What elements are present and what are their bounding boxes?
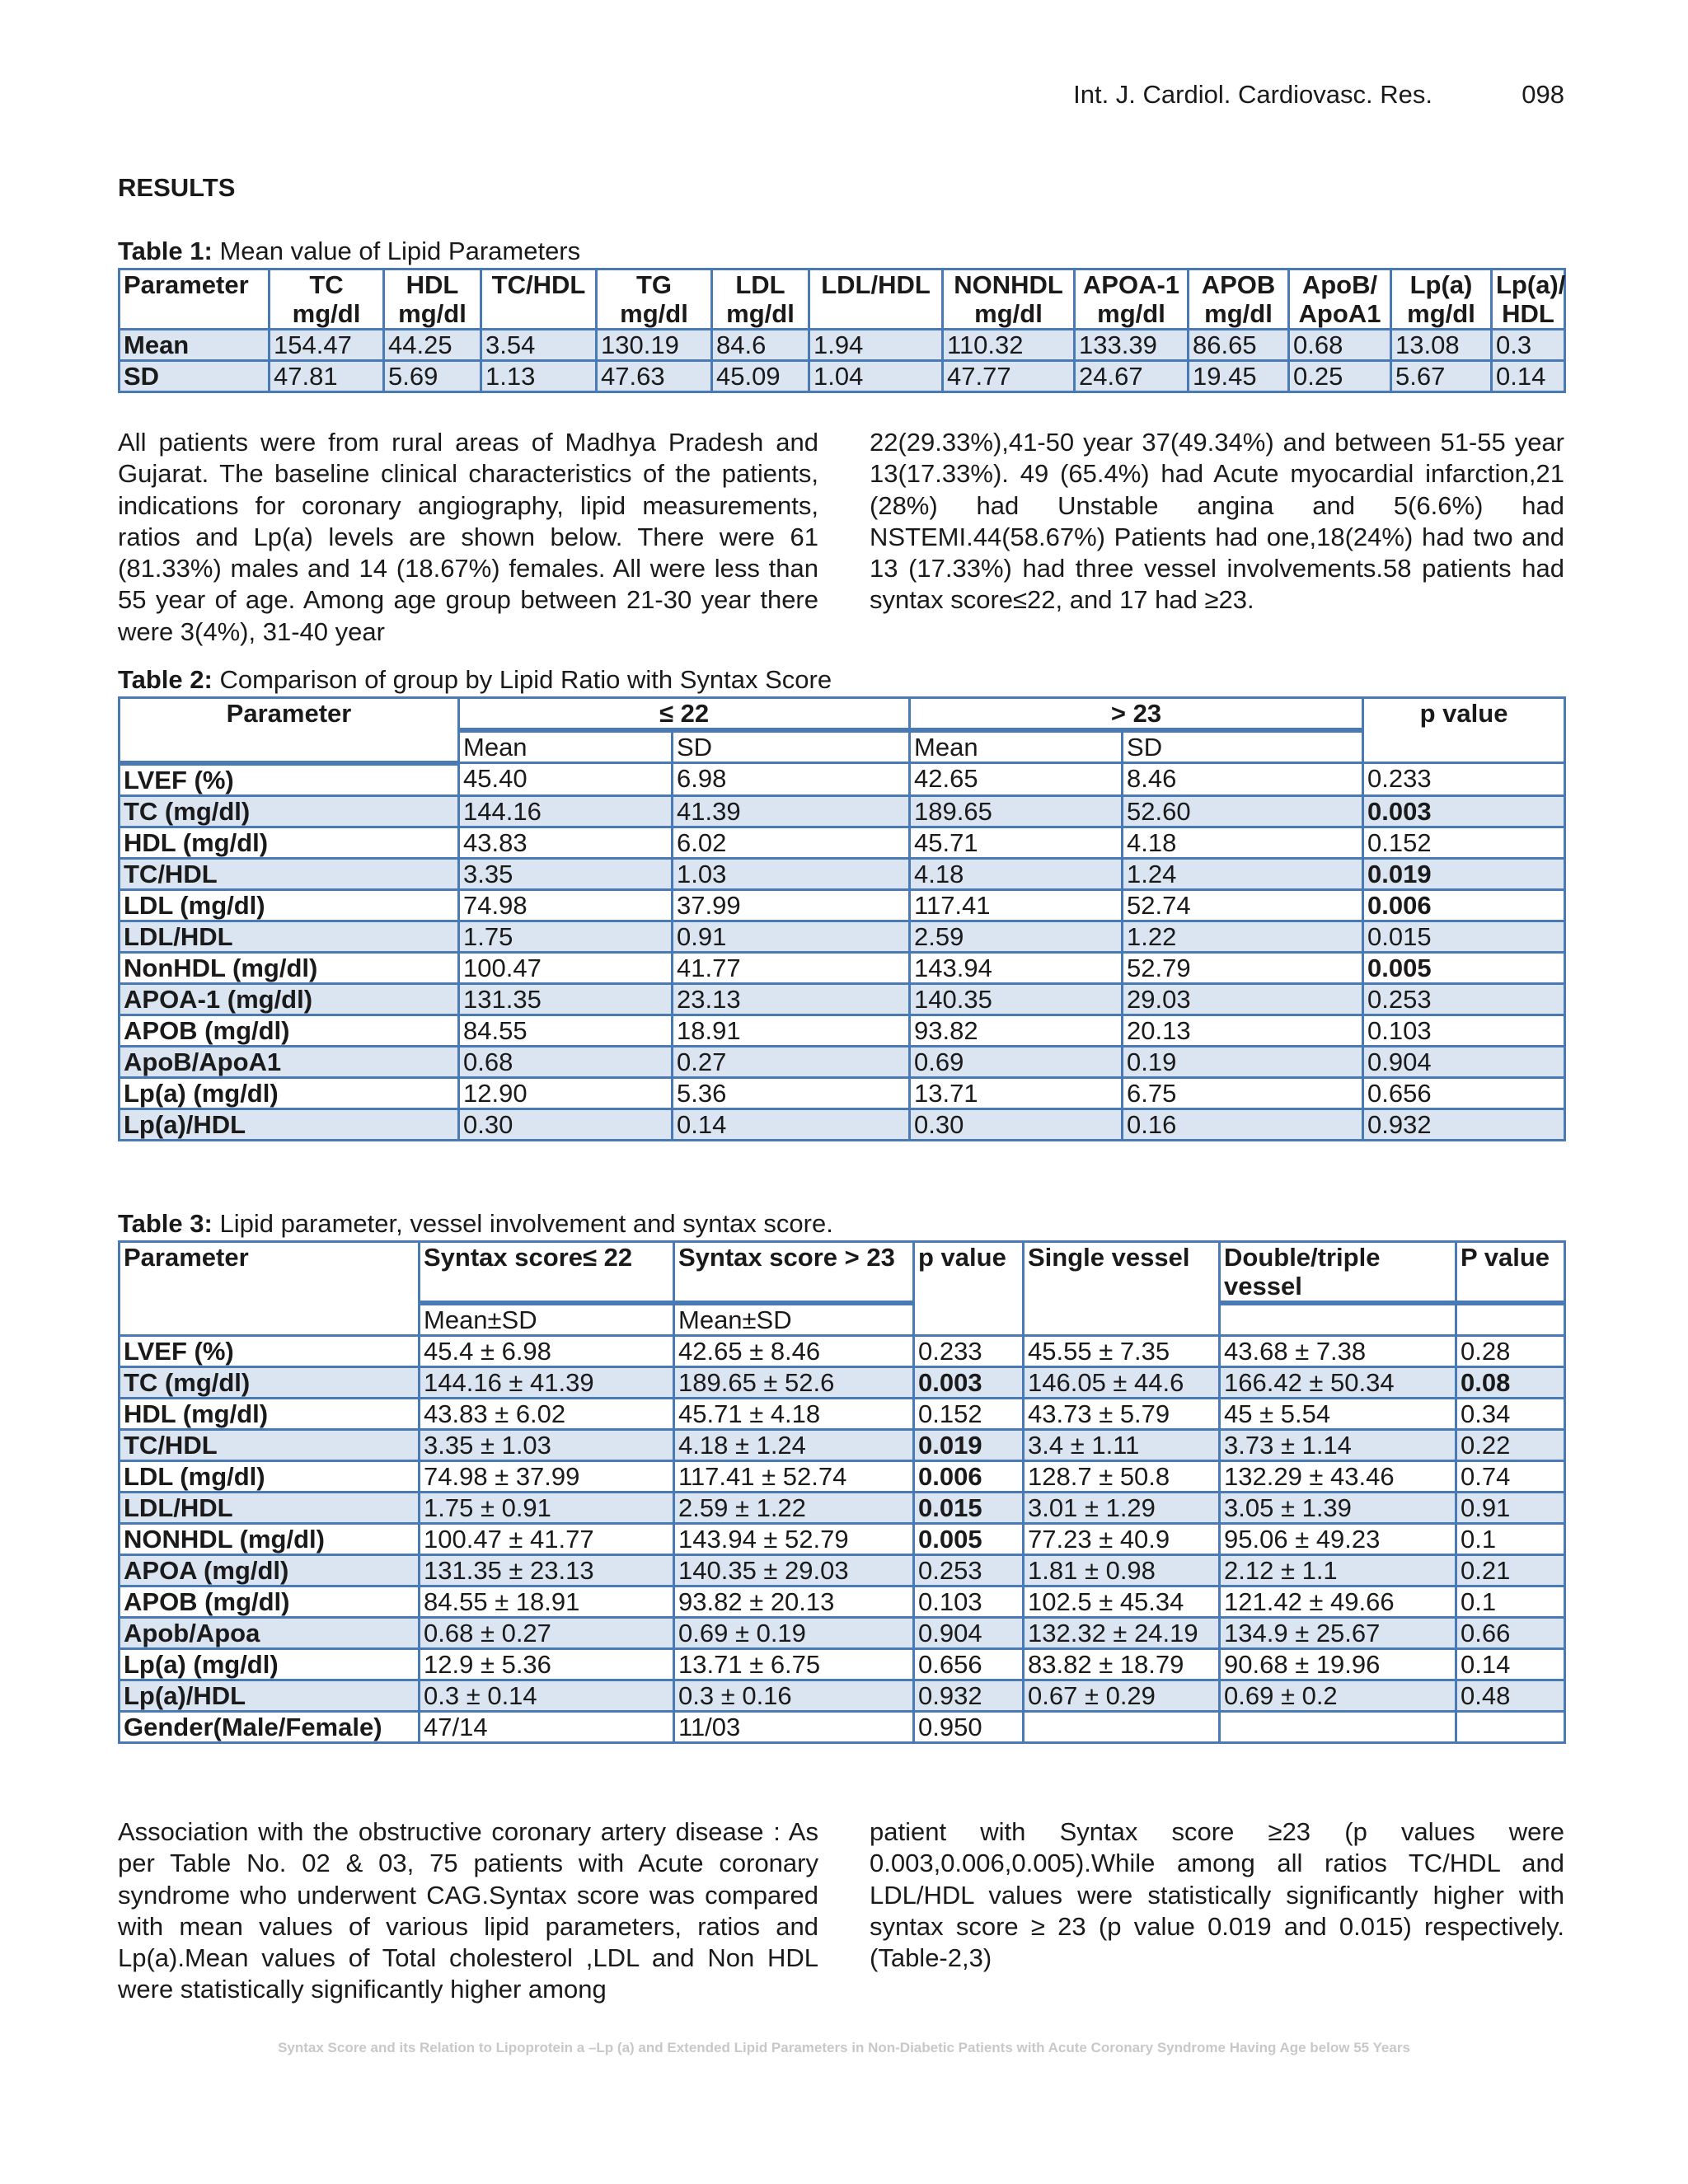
table-cell: 83.82 ± 18.79 — [1024, 1649, 1220, 1680]
table-cell: 110.32 — [943, 330, 1075, 361]
table1-header-cell: NONHDL mg/dl — [943, 269, 1075, 330]
table3-header-pvalue1: p value — [914, 1242, 1024, 1336]
running-footer: Syntax Score and its Relation to Lipoprotein a –Lp (a) and Extended Lipid Parameters in Non-Diabetic Patients with Acute Coronary Syndrome Having Age below 55 Years — [278, 2040, 1410, 2055]
table2-header-parameter: Parameter — [120, 698, 459, 763]
table-cell: 41.77 — [673, 952, 910, 983]
table-cell: 84.55 ± 18.91 — [420, 1586, 674, 1618]
table-cell: 0.253 — [914, 1555, 1024, 1586]
table-cell: 42.65 — [910, 763, 1123, 796]
table-cell: 0.68 — [459, 1046, 673, 1077]
table-cell: 166.42 ± 50.34 — [1220, 1367, 1456, 1399]
table1-caption — [118, 237, 580, 266]
table-cell: 144.16 — [459, 795, 673, 827]
table-cell: 189.65 — [910, 795, 1123, 827]
table-cell: 93.82 — [910, 1015, 1123, 1046]
table2-header-pvalue: p value — [1363, 698, 1565, 763]
table1-header-cell: LDL mg/dl — [712, 269, 809, 330]
table-cell: 1.22 — [1123, 921, 1363, 952]
table-cell: 154.47 — [270, 330, 384, 361]
table-row — [120, 983, 1565, 1015]
table-cell: 77.23 ± 40.9 — [1024, 1524, 1220, 1555]
table-cell: 45.40 — [459, 763, 673, 796]
table1-header-cell: TC/HDL — [481, 269, 597, 330]
table-row — [120, 1015, 1565, 1046]
table-cell: 0.3 ± 0.14 — [420, 1680, 674, 1712]
row-label: Apob/Apoa — [120, 1618, 420, 1649]
table-cell: 100.47 ± 41.77 — [420, 1524, 674, 1555]
row-label: TC (mg/dl) — [120, 795, 459, 827]
table-cell: 47/14 — [420, 1712, 674, 1743]
row-label: Gender(Male/Female) — [120, 1712, 420, 1743]
table-cell: 86.65 — [1189, 330, 1289, 361]
table-cell: 20.13 — [1123, 1015, 1363, 1046]
table1-header-cell: HDL mg/dl — [384, 269, 481, 330]
table-cell: 130.19 — [597, 330, 712, 361]
table-cell: 0.005 — [914, 1524, 1024, 1555]
table-row — [120, 795, 1565, 827]
table-cell: 0.3 — [1492, 330, 1565, 361]
table-cell: 8.46 — [1123, 763, 1363, 796]
row-label: Mean — [120, 330, 270, 361]
table-row — [120, 361, 1565, 392]
table-cell: 0.67 ± 0.29 — [1024, 1680, 1220, 1712]
table-cell: 117.41 ± 52.74 — [674, 1461, 914, 1493]
table-cell: 146.05 ± 44.6 — [1024, 1367, 1220, 1399]
table2-header-group1: ≤ 22 — [459, 698, 910, 731]
table1-header-cell: ApoB/ ApoA1 — [1289, 269, 1391, 330]
table-cell: 0.69 ± 0.19 — [674, 1618, 914, 1649]
table-cell: 0.48 — [1456, 1680, 1565, 1712]
table-cell: 131.35 — [459, 983, 673, 1015]
table-cell: 102.5 ± 45.34 — [1024, 1586, 1220, 1618]
table-cell: 0.19 — [1123, 1046, 1363, 1077]
table-row — [120, 889, 1565, 921]
table-cell: 19.45 — [1189, 361, 1289, 392]
table-cell: 0.932 — [1363, 1108, 1565, 1140]
table-cell: 3.4 ± 1.11 — [1024, 1430, 1220, 1461]
table-cell: 47.81 — [270, 361, 384, 392]
row-label: Lp(a)/HDL — [120, 1108, 459, 1140]
table-cell: 132.32 ± 24.19 — [1024, 1618, 1220, 1649]
table-cell: 84.6 — [712, 330, 809, 361]
table-cell: 4.18 ± 1.24 — [674, 1430, 914, 1461]
table-cell: 37.99 — [673, 889, 910, 921]
table-cell — [1220, 1712, 1456, 1743]
table1-header-cell: TC mg/dl — [270, 269, 384, 330]
table2-caption-text: Comparison of group by Lipid Ratio with Syntax Score — [212, 665, 832, 694]
table-cell: 0.16 — [1123, 1108, 1363, 1140]
table-cell: 0.1 — [1456, 1586, 1565, 1618]
table-cell: 45.71 ± 4.18 — [674, 1399, 914, 1430]
row-label: APOB (mg/dl) — [120, 1015, 459, 1046]
table-cell: 0.30 — [459, 1108, 673, 1140]
table-row — [120, 763, 1565, 796]
table-cell: 3.54 — [481, 330, 597, 361]
table-cell: 0.66 — [1456, 1618, 1565, 1649]
table-cell: 0.656 — [1363, 1077, 1565, 1108]
table1 — [118, 268, 1566, 393]
table2-header-mean1: Mean — [459, 730, 673, 763]
table-cell: 45.55 ± 7.35 — [1024, 1336, 1220, 1367]
table-cell: 74.98 ± 37.99 — [420, 1461, 674, 1493]
table-cell: 0.14 — [1492, 361, 1565, 392]
table-cell: 0.1 — [1456, 1524, 1565, 1555]
table3-header-syntax1: Syntax score≤ 22 — [420, 1242, 674, 1304]
row-label: LVEF (%) — [120, 763, 459, 796]
table-row — [120, 1077, 1565, 1108]
table-cell: 5.67 — [1391, 361, 1492, 392]
table2-header-sd1: SD — [673, 730, 910, 763]
table1-header-cell: TG mg/dl — [597, 269, 712, 330]
table-cell: 6.75 — [1123, 1077, 1363, 1108]
table-row — [120, 1649, 1565, 1680]
table-cell: 0.233 — [914, 1336, 1024, 1367]
table-cell: 0.253 — [1363, 983, 1565, 1015]
table-cell: 45.4 ± 6.98 — [420, 1336, 674, 1367]
table-cell: 0.152 — [1363, 827, 1565, 858]
table2-caption-label: Table 2: — [118, 665, 213, 694]
table-row — [120, 1461, 1565, 1493]
table-cell: 93.82 ± 20.13 — [674, 1586, 914, 1618]
table3 — [118, 1240, 1566, 1744]
table-cell: 0.21 — [1456, 1555, 1565, 1586]
table-cell: 0.22 — [1456, 1430, 1565, 1461]
table3-header-double: Double/triple vessel — [1220, 1242, 1456, 1304]
table-cell: 1.75 ± 0.91 — [420, 1493, 674, 1524]
row-label: LDL/HDL — [120, 1493, 420, 1524]
table-cell: 0.28 — [1456, 1336, 1565, 1367]
para1-left-text: All patients were from rural areas of Madhya Pradesh and Gujarat. The baseline clinical characteristics of the patients, indications for coronary angiography, lipid measurements, ratios and Lp(a) levels are shown below. There were 61 (81.33%) males and 14 (18.67%) females. All were less than 55 year of age. Among age group between 21-30 year there were 3(4%), 31-40 year — [118, 428, 818, 646]
table-cell: 3.01 ± 1.29 — [1024, 1493, 1220, 1524]
table-cell: 23.13 — [673, 983, 910, 1015]
para1-right — [870, 427, 1564, 616]
table-cell: 41.39 — [673, 795, 910, 827]
table-cell: 0.27 — [673, 1046, 910, 1077]
row-label: TC/HDL — [120, 858, 459, 889]
table-cell: 43.83 — [459, 827, 673, 858]
table3-header-syntax2: Syntax score > 23 — [674, 1242, 914, 1304]
table-cell: 0.904 — [914, 1618, 1024, 1649]
table2-caption — [118, 665, 832, 695]
table-cell: 131.35 ± 23.13 — [420, 1555, 674, 1586]
table-row — [120, 1555, 1565, 1586]
table-cell: 0.152 — [914, 1399, 1024, 1430]
table-cell: 43.68 ± 7.38 — [1220, 1336, 1456, 1367]
table-row — [120, 1680, 1565, 1712]
table-cell: 0.34 — [1456, 1399, 1565, 1430]
table1-header-cell: LDL/HDL — [809, 269, 943, 330]
table-cell: 0.08 — [1456, 1367, 1565, 1399]
table-cell: 133.39 — [1075, 330, 1189, 361]
table-cell: 45 ± 5.54 — [1220, 1399, 1456, 1430]
table-row — [120, 330, 1565, 361]
table3-header-blank2 — [1456, 1303, 1565, 1336]
table-row — [120, 1618, 1565, 1649]
table-cell: 74.98 — [459, 889, 673, 921]
table-cell: 117.41 — [910, 889, 1123, 921]
para2-right-text: patient with Syntax score ≥23 (p values were 0.003,0.006,0.005).While among all ratios TC/HDL and LDL/HDL values were statistically significantly higher with syntax score ≥ 23 (p value 0.019 and 0.015) respectively. (Table-2,3) — [870, 1817, 1564, 1973]
table-cell: 0.003 — [914, 1367, 1024, 1399]
table-cell: 95.06 ± 49.23 — [1220, 1524, 1456, 1555]
table-cell: 0.003 — [1363, 795, 1565, 827]
table-row — [120, 827, 1565, 858]
table-cell: 29.03 — [1123, 983, 1363, 1015]
table-cell: 4.18 — [1123, 827, 1363, 858]
table-cell: 1.75 — [459, 921, 673, 952]
table1-caption-text: Mean value of Lipid Parameters — [212, 237, 581, 265]
table2-header-group2: > 23 — [910, 698, 1363, 731]
table3-header-meansd2: Mean±SD — [674, 1303, 914, 1336]
table-cell: 0.656 — [914, 1649, 1024, 1680]
table-row — [120, 1524, 1565, 1555]
table-cell: 100.47 — [459, 952, 673, 983]
table-cell: 0.019 — [1363, 858, 1565, 889]
para2-left-text: Association with the obstructive coronary artery disease : As per Table No. 02 & 03, 75 patients with Acute coronary syndrome who underwent CAG.Syntax score was compared with mean values of various lipid parameters, ratios and Lp(a).Mean values of Total cholesterol ,LDL and Non HDL were statistically significantly higher among — [118, 1817, 818, 2004]
table-cell: 132.29 ± 43.46 — [1220, 1461, 1456, 1493]
table2-header-mean2: Mean — [910, 730, 1123, 763]
table-cell: 144.16 ± 41.39 — [420, 1367, 674, 1399]
table1-header-cell: Lp(a)/ HDL — [1492, 269, 1565, 330]
table-cell: 24.67 — [1075, 361, 1189, 392]
table-cell: 1.81 ± 0.98 — [1024, 1555, 1220, 1586]
table-cell: 0.006 — [914, 1461, 1024, 1493]
table-cell: 0.233 — [1363, 763, 1565, 796]
table-cell: 0.68 ± 0.27 — [420, 1618, 674, 1649]
table-cell: 0.25 — [1289, 361, 1391, 392]
row-label: TC/HDL — [120, 1430, 420, 1461]
table-cell — [1024, 1712, 1220, 1743]
table-cell: 43.73 ± 5.79 — [1024, 1399, 1220, 1430]
table-row — [120, 952, 1565, 983]
row-label: LDL/HDL — [120, 921, 459, 952]
table-cell: 121.42 ± 49.66 — [1220, 1586, 1456, 1618]
table-cell: 1.04 — [809, 361, 943, 392]
table3-caption — [118, 1209, 833, 1239]
row-label: APOB (mg/dl) — [120, 1586, 420, 1618]
table-cell: 0.019 — [914, 1430, 1024, 1461]
table-cell: 0.74 — [1456, 1461, 1565, 1493]
table-cell: 0.950 — [914, 1712, 1024, 1743]
table-cell: 0.69 ± 0.2 — [1220, 1680, 1456, 1712]
table-cell: 13.08 — [1391, 330, 1492, 361]
table-cell: 47.63 — [597, 361, 712, 392]
row-label: HDL (mg/dl) — [120, 827, 459, 858]
table-cell: 1.24 — [1123, 858, 1363, 889]
table-cell: 0.91 — [673, 921, 910, 952]
table2-header-sd2: SD — [1123, 730, 1363, 763]
table-cell: 11/03 — [674, 1712, 914, 1743]
table1-header-cell: APOA-1 mg/dl — [1075, 269, 1189, 330]
table-cell: 45.71 — [910, 827, 1123, 858]
table-cell: 3.35 ± 1.03 — [420, 1430, 674, 1461]
row-label: APOA (mg/dl) — [120, 1555, 420, 1586]
table-row — [120, 921, 1565, 952]
table-cell: 1.94 — [809, 330, 943, 361]
table-cell: 6.98 — [673, 763, 910, 796]
table-cell: 0.932 — [914, 1680, 1024, 1712]
para1-right-text: 22(29.33%),41-50 year 37(49.34%) and between 51-55 year 13(17.33%). 49 (65.4%) had Acute myocardial infarction,21 (28%) had Unstable angina and 5(6.6%) had NSTEMI.44(58.67%) Patients had one,18(24%) had two and 13 (17.33%) had three vessel involvements.58 patients had syntax score≤22, and 17 had ≥23. — [870, 428, 1564, 615]
row-label: Lp(a)/HDL — [120, 1680, 420, 1712]
table-cell: 140.35 ± 29.03 — [674, 1555, 914, 1586]
table-cell: 0.006 — [1363, 889, 1565, 921]
table-cell: 0.904 — [1363, 1046, 1565, 1077]
row-label: ApoB/ApoA1 — [120, 1046, 459, 1077]
row-label: Lp(a) (mg/dl) — [120, 1649, 420, 1680]
table-cell: 4.18 — [910, 858, 1123, 889]
table-cell: 2.59 ± 1.22 — [674, 1493, 914, 1524]
table1-header-cell: Lp(a) mg/dl — [1391, 269, 1492, 330]
table-cell: 0.14 — [673, 1108, 910, 1140]
table-row — [120, 1367, 1565, 1399]
table-cell: 0.14 — [1456, 1649, 1565, 1680]
table1-header-cell: APOB mg/dl — [1189, 269, 1289, 330]
section-title: RESULTS — [118, 173, 236, 202]
table-row — [120, 1399, 1565, 1430]
row-label: NonHDL (mg/dl) — [120, 952, 459, 983]
table1-header-cell: Parameter — [120, 269, 270, 330]
para1-left — [118, 427, 818, 648]
table3-caption-text: Lipid parameter, vessel involvement and syntax score. — [212, 1209, 833, 1238]
row-label: SD — [120, 361, 270, 392]
page-number: 098 — [1522, 80, 1564, 109]
table-cell: 143.94 ± 52.79 — [674, 1524, 914, 1555]
table3-header-blank1 — [1220, 1303, 1456, 1336]
table2 — [118, 696, 1566, 1141]
table-cell: 52.79 — [1123, 952, 1363, 983]
row-label: LVEF (%) — [120, 1336, 420, 1367]
table-cell: 18.91 — [673, 1015, 910, 1046]
table-cell — [1456, 1712, 1565, 1743]
row-label: APOA-1 (mg/dl) — [120, 983, 459, 1015]
table-row — [120, 1430, 1565, 1461]
table-cell: 0.015 — [1363, 921, 1565, 952]
row-label: TC (mg/dl) — [120, 1367, 420, 1399]
table3-header-meansd1: Mean±SD — [420, 1303, 674, 1336]
table-cell: 2.12 ± 1.1 — [1220, 1555, 1456, 1586]
table-cell: 13.71 — [910, 1077, 1123, 1108]
para2-left — [118, 1816, 818, 2006]
table-cell: 1.13 — [481, 361, 597, 392]
table-row — [120, 1336, 1565, 1367]
table-cell: 6.02 — [673, 827, 910, 858]
row-label: HDL (mg/dl) — [120, 1399, 420, 1430]
table-cell: 0.30 — [910, 1108, 1123, 1140]
table-cell: 0.103 — [1363, 1015, 1565, 1046]
table-cell: 0.103 — [914, 1586, 1024, 1618]
table-cell: 2.59 — [910, 921, 1123, 952]
table-cell: 45.09 — [712, 361, 809, 392]
table-cell: 3.73 ± 1.14 — [1220, 1430, 1456, 1461]
table-cell: 43.83 ± 6.02 — [420, 1399, 674, 1430]
table-cell: 128.7 ± 50.8 — [1024, 1461, 1220, 1493]
table-cell: 52.74 — [1123, 889, 1363, 921]
table-cell: 3.35 — [459, 858, 673, 889]
table-cell: 0.3 ± 0.16 — [674, 1680, 914, 1712]
table-cell: 189.65 ± 52.6 — [674, 1367, 914, 1399]
table-row — [120, 1586, 1565, 1618]
table-cell: 47.77 — [943, 361, 1075, 392]
table-row — [120, 1712, 1565, 1743]
table-cell: 0.005 — [1363, 952, 1565, 983]
table-row — [120, 1108, 1565, 1140]
table-cell: 0.69 — [910, 1046, 1123, 1077]
table-cell: 0.015 — [914, 1493, 1024, 1524]
row-label: NONHDL (mg/dl) — [120, 1524, 420, 1555]
table-cell: 140.35 — [910, 983, 1123, 1015]
table-cell: 0.91 — [1456, 1493, 1565, 1524]
para2-right — [870, 1816, 1564, 1974]
table-row — [120, 858, 1565, 889]
table-cell: 84.55 — [459, 1015, 673, 1046]
table3-caption-label: Table 3: — [118, 1209, 213, 1238]
table-cell: 90.68 ± 19.96 — [1220, 1649, 1456, 1680]
table3-header-parameter: Parameter — [120, 1242, 420, 1336]
row-label: LDL (mg/dl) — [120, 1461, 420, 1493]
table-cell: 5.36 — [673, 1077, 910, 1108]
table-cell: 3.05 ± 1.39 — [1220, 1493, 1456, 1524]
table-cell: 12.9 ± 5.36 — [420, 1649, 674, 1680]
table3-header-pvalue2: P value — [1456, 1242, 1565, 1304]
table-cell: 0.68 — [1289, 330, 1391, 361]
table3-header-single: Single vessel — [1024, 1242, 1220, 1336]
table-cell: 134.9 ± 25.67 — [1220, 1618, 1456, 1649]
table-cell: 5.69 — [384, 361, 481, 392]
table-cell: 52.60 — [1123, 795, 1363, 827]
table-row — [120, 1046, 1565, 1077]
table-cell: 12.90 — [459, 1077, 673, 1108]
journal-name: Int. J. Cardiol. Cardiovasc. Res. — [1073, 80, 1432, 109]
table-cell: 13.71 ± 6.75 — [674, 1649, 914, 1680]
row-label: LDL (mg/dl) — [120, 889, 459, 921]
table-cell: 42.65 ± 8.46 — [674, 1336, 914, 1367]
row-label: Lp(a) (mg/dl) — [120, 1077, 459, 1108]
table-cell: 44.25 — [384, 330, 481, 361]
table-cell: 143.94 — [910, 952, 1123, 983]
table-row — [120, 1493, 1565, 1524]
table-cell: 1.03 — [673, 858, 910, 889]
table1-caption-label: Table 1: — [118, 237, 213, 265]
